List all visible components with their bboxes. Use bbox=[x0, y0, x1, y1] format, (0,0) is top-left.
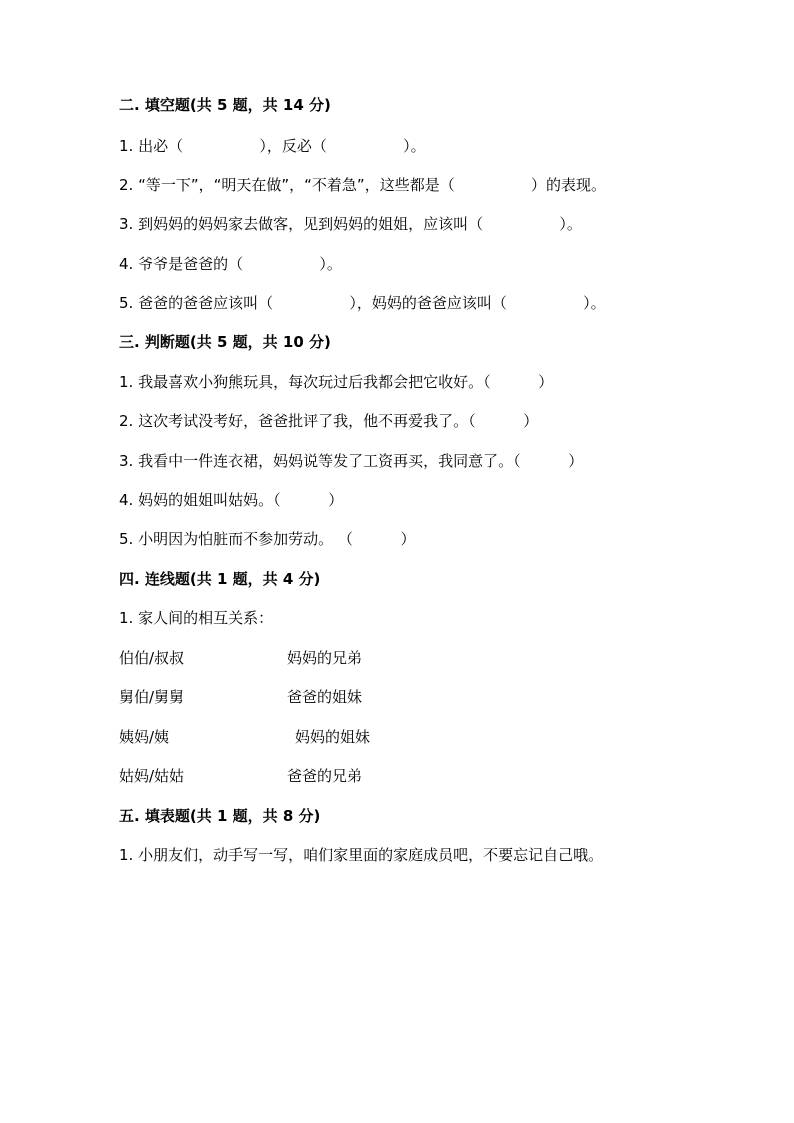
fill-blank-question-3: 3. 到妈妈的妈妈家去做客，见到妈妈的姐姐，应该叫（ ）。 bbox=[119, 215, 582, 233]
section-heading-matching: 四. 连线题(共 1 题，共 4 分) bbox=[119, 570, 321, 588]
matching-right-item: 妈妈的姐妹 bbox=[295, 728, 371, 746]
true-false-question-2: 2. 这次考试没考好，爸爸批评了我，他不再爱我了。（ ） bbox=[119, 412, 539, 430]
true-false-question-5: 5. 小明因为怕脏而不参加劳动。 （ ） bbox=[119, 530, 416, 548]
matching-right-item: 爸爸的兄弟 bbox=[287, 767, 363, 785]
table-question-1: 1. 小朋友们，动手写一写，咱们家里面的家庭成员吧，不要忘记自己哦。 bbox=[119, 846, 604, 864]
section-heading-table: 五. 填表题(共 1 题，共 8 分) bbox=[119, 807, 321, 825]
fill-blank-question-1: 1. 出必（ ），反必（ ）。 bbox=[119, 137, 426, 155]
true-false-question-1: 1. 我最喜欢小狗熊玩具，每次玩过后我都会把它收好。（ ） bbox=[119, 373, 554, 391]
matching-right-item: 妈妈的兄弟 bbox=[287, 649, 363, 667]
matching-left-item: 姨妈/姨 bbox=[119, 728, 170, 746]
fill-blank-question-5: 5. 爸爸的爸爸应该叫（ ），妈妈的爸爸应该叫（ ）。 bbox=[119, 294, 606, 312]
matching-right-item: 爸爸的姐妹 bbox=[287, 688, 363, 706]
section-heading-fill-blank: 二. 填空题(共 5 题，共 14 分) bbox=[119, 96, 331, 114]
matching-left-item: 舅伯/舅舅 bbox=[119, 688, 185, 706]
section-heading-true-false: 三. 判断题(共 5 题，共 10 分) bbox=[119, 333, 331, 351]
fill-blank-question-2: 2. “等一下”，“明天在做”，“不着急”，这些都是（ ）的表现。 bbox=[119, 176, 606, 194]
matching-left-item: 伯伯/叔叔 bbox=[119, 649, 185, 667]
true-false-question-4: 4. 妈妈的姐姐叫姑妈。（ ） bbox=[119, 491, 344, 509]
true-false-question-3: 3. 我看中一件连衣裙，妈妈说等发了工资再买，我同意了。（ ） bbox=[119, 452, 584, 470]
fill-blank-question-4: 4. 爷爷是爸爸的（ ）。 bbox=[119, 255, 342, 273]
matching-question-1: 1. 家人间的相互关系： bbox=[119, 609, 274, 627]
matching-left-item: 姑妈/姑姑 bbox=[119, 767, 185, 785]
